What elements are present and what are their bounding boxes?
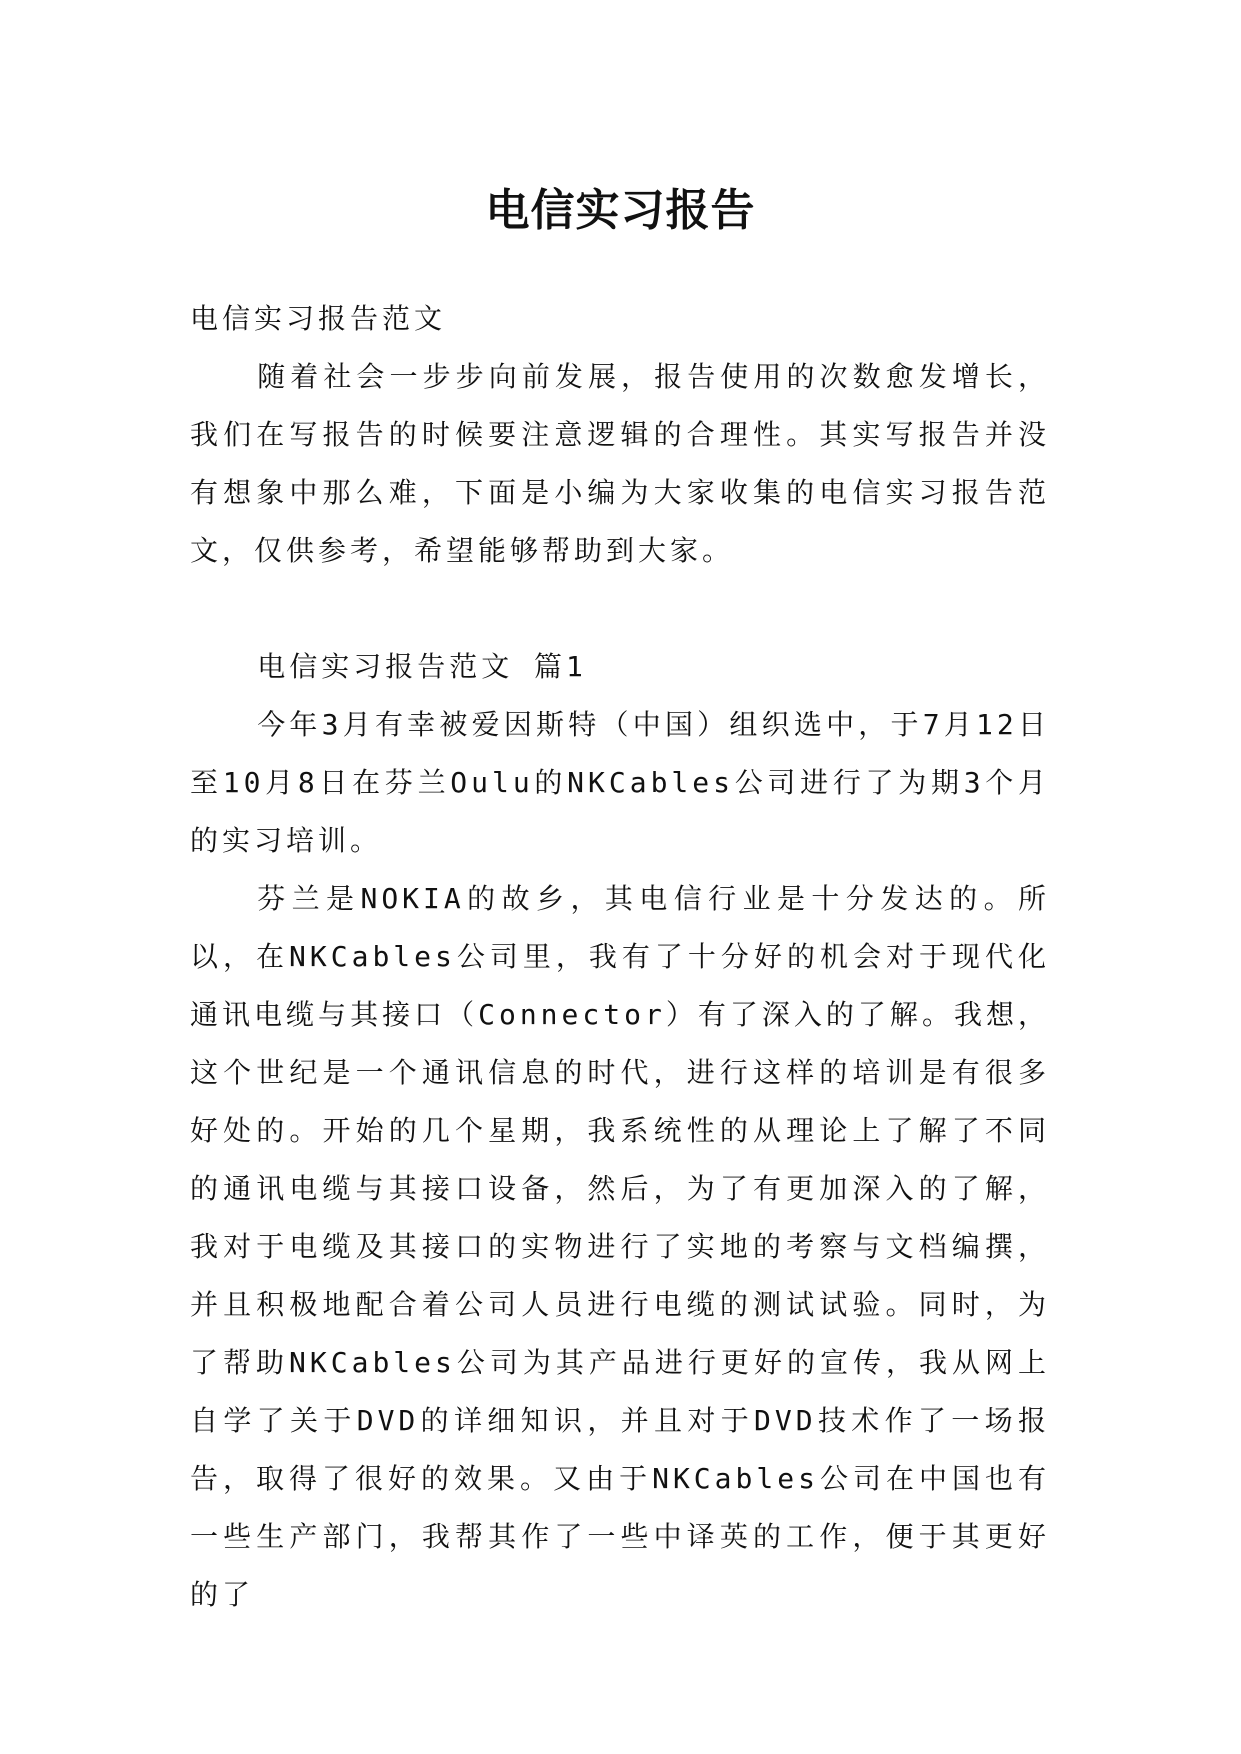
- section-heading: 电信实习报告范文 篇1: [257, 650, 587, 683]
- body-paragraph-2: 芬兰是NOKIA的故乡，其电信行业是十分发达的。所以，在NKCables公司里，我有了十分好的机会对于现代化通讯电缆与其接口（Connector）有了深入的了解。我想，这个世纪是一个通讯信息的时代，进行这样的培训是有很多好处的。开始的几个星期，我系统性的从理论上了解了不同的通讯电缆与其接口设备，然后，为了有更加深入的了解，我对于电缆及其接口的实物进行了实地的考察与文档编撰，并且积极地配合着公司人员进行电缆的测试试验。同时，为了帮助NKCables公司为其产品进行更好的宣传，我从网上自学了关于DVD的详细知识，并且对于DVD技术作了一场报告，取得了很好的效果。又由于NKCables公司在中国也有一些生产部门，我帮其作了一些中译英的工作，便于其更好的了: [190, 882, 1050, 1611]
- document-subtitle: 电信实习报告范文: [190, 302, 447, 335]
- document-body: [190, 290, 1050, 1624]
- document-title: 电信实习报告: [485, 185, 756, 237]
- body-paragraph-1: 今年3月有幸被爱因斯特（中国）组织选中，于7月12日至10月8日在芬兰Oulu的NKCables公司进行了为期3个月的实习培训。: [190, 708, 1050, 857]
- intro-paragraph: 随着社会一步步向前发展，报告使用的次数愈发增长，我们在写报告的时候要注意逻辑的合理性。其实写报告并没有想象中那么难，下面是小编为大家收集的电信实习报告范文，仅供参考，希望能够帮助到大家。: [190, 360, 1050, 567]
